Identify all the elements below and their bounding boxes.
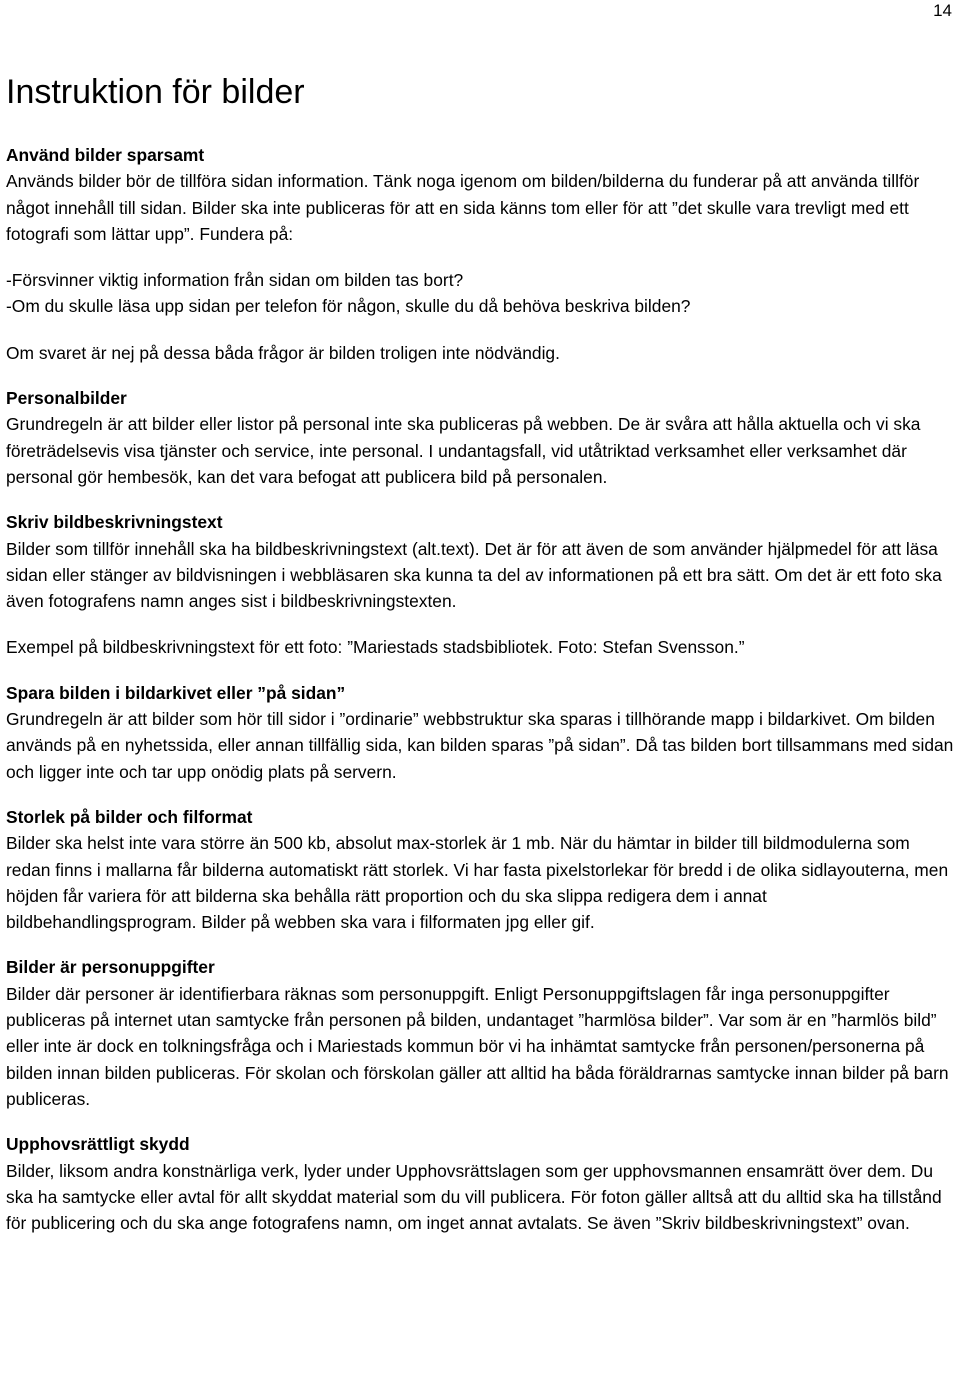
page-title: Instruktion för bilder (6, 73, 305, 111)
section-copyright (6, 1131, 956, 1236)
section-size-format (6, 804, 956, 935)
paragraph: Exempel på bildbeskrivningstext för ett foto: ”Mariestads stadsbibliotek. Foto: Stefan Svensson.” (6, 637, 745, 658)
section-heading: Använd bilder sparsamt (6, 145, 205, 165)
section-personal-data (6, 954, 956, 1112)
section-alt-text (6, 509, 956, 660)
section-heading: Upphovsrättligt skydd (6, 1134, 190, 1155)
section-heading: Spara bilden i bildarkivet eller ”på sidan” (6, 682, 346, 703)
section-use-images-sparingly (6, 142, 956, 366)
section-heading: Personalbilder (6, 388, 127, 409)
paragraph: Bilder, liksom andra konstnärliga verk, lyder under Upphovsrättslagen som ger upphovsmannen ensamrätt över dem. Du ska ha samtycke eller avtal för allt skyddat material som du vill publicera. För foton gäller alltså att du alltid ska ha tillstånd för publicering och du ska ange fotografens namn, om inget annat avtalats. Se även ”Skriv bildbeskrivningstext” ovan. (6, 1160, 942, 1234)
paragraph: Bilder där personer är identifierbara räknas som personuppgift. Enligt Personuppgiftslagen får inga personuppgifter publiceras på internet utan samtycke från personen på bilden, undantaget ”harmlösa bilder”. Var som är en ”harmlös bild” eller inte är dock en tolkningsfråga och i Mariestads kommun bör vi ha inhämtat samtycke från personen/personerna på bilden innan bilden publiceras. För skolan och förskolan gäller att alltid ha båda föräldrarnas samtycke innan bilder på barn publiceras. (6, 983, 949, 1109)
question-line: -Försvinner viktig information från sidan om bilden tas bort? (6, 270, 464, 291)
section-staff-photos (6, 385, 956, 490)
paragraph: Används bilder bör de tillföra sidan information. Tänk noga igenom om bilden/bilderna du funderar på att använda tillför något innehåll till sidan. Bilder ska inte publiceras för att en sida känns tom eller för att ”det skulle vara trevligt med ett fotografi som lättar upp”. Fundera på: (6, 171, 920, 244)
paragraph: Bilder ska helst inte vara större än 500 kb, absolut max-storlek är 1 mb. När du hämtar in bilder till bildmodulerna som redan finns i mallarna får bilderna automatiskt rätt storlek. Vi har fasta pixelstorlekar för bredd i de olika sidlayouterna, men höjden får variera för att bilderna ska behålla rätt proportion och du ska slippa redigera dem i annat bildbehandlingsprogram. Bilder på webben ska vara i filformaten jpg eller gif. (6, 833, 949, 933)
section-save-image (6, 680, 956, 785)
spacer (6, 320, 956, 340)
paragraph: Grundregeln är att bilder eller listor på personal inte ska publiceras på webben. De är svåra att hålla aktuella och vi ska företrädelsevis visa tjänster och service, inte personal. I undantagsfall, vid utåtriktad verksamhet eller verksamhet där personal gör hembesök, kan det vara befogat att publicera bild på personalen. (6, 414, 921, 487)
paragraph: Bilder som tillför innehåll ska ha bildbeskrivningstext (alt.text). Det är för att även de som använder hjälpmedel för att läsa sidan eller stänger av bildvisningen i webbläsaren ska kunna ta del av informationen på ett bra sätt. Om det är ett foto ska även fotografens namn anges sist i bildbeskrivningstexten. (6, 538, 942, 612)
section-heading: Skriv bildbeskrivningstext (6, 512, 223, 533)
section-heading: Storlek på bilder och filformat (6, 806, 253, 827)
paragraph: Om svaret är nej på dessa båda frågor är bilden troligen inte nödvändig. (6, 342, 560, 363)
spacer (6, 614, 956, 634)
page-number: 14 (933, 1, 952, 20)
section-heading: Bilder är personuppgifter (6, 957, 215, 978)
document-body (6, 142, 956, 1255)
paragraph: Grundregeln är att bilder som hör till sidor i ”ordinarie” webbstruktur ska sparas i tillhörande mapp i bildarkivet. Om bilden används på en nyhetssida, eller annan tillfällig sida, kan bilden sparas ”på sidan”. Då tas bilden bort tillsammans med sidan och ligger inte och tar upp onödig plats på servern. (6, 709, 954, 782)
spacer (6, 247, 956, 267)
question-line: -Om du skulle läsa upp sidan per telefon för någon, skulle du då behöva beskriva bilden? (6, 296, 691, 317)
